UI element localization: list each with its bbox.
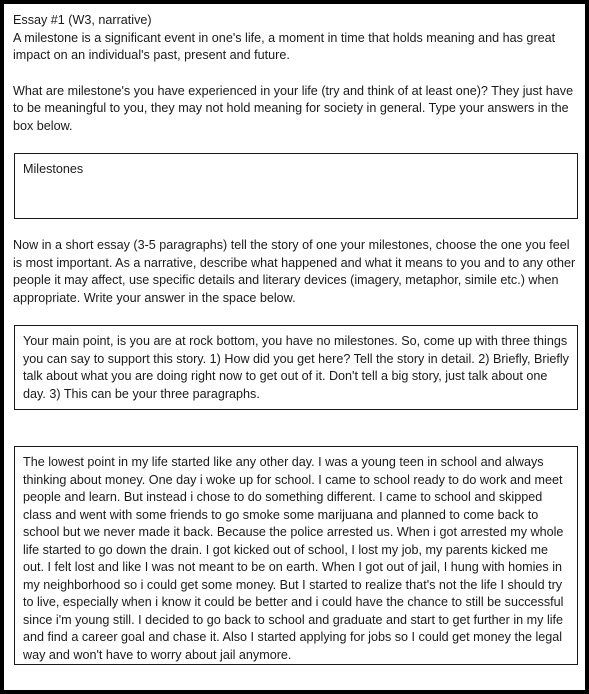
- essay-title: Essay #1 (W3, narrative): [13, 13, 152, 27]
- milestones-question: What are milestone's you have experienced in your life (try and think of at least one)? They just have to be meaningful to you, they may not hold meaning for society in general. Type your answers in the box below.: [13, 83, 574, 133]
- spacer: [13, 428, 581, 446]
- spacer: [13, 135, 581, 153]
- spacer: [13, 307, 581, 325]
- main-point-text: Your main point, is you are at rock bottom, you have no milestones. So, come up with three things you can say to support this story. 1) How did you get here? Tell the story in detail. 2) Briefly, Briefly talk about what you are doing right now to get out of it. Don't tell a big story, just talk about one day. 3) This can be your three paragraphs.: [23, 334, 569, 401]
- spacer: [13, 410, 581, 428]
- essay-answer-box[interactable]: [14, 446, 578, 665]
- essay-document: [13, 12, 581, 665]
- milestone-definition: A milestone is a significant event in one's life, a moment in time that holds meaning and has great impact on an individual's past, present and future.: [13, 30, 556, 62]
- milestones-answer-box[interactable]: [14, 153, 578, 219]
- main-point-box[interactable]: [14, 325, 578, 410]
- spacer: [13, 65, 581, 83]
- milestones-answer-text: Milestones: [23, 162, 84, 176]
- spacer: [13, 219, 581, 237]
- essay-instructions: Now in a short essay (3-5 paragraphs) tell the story of one your milestones, choose the one you feel is most important. As a narrative, describe what happened and what it means to you and to any other people it may affect, use specific details and literary devices (imagery, metaphor, simile etc.) when appropriate. Write your answer in the space below.: [13, 238, 576, 305]
- essay-answer-text: The lowest point in my life started like any other day. I was a young teen in school and always thinking about money. One day i woke up for school. I came to school ready to do work and meet people and learn. But instead i chose to do something different. I came to school and skipped class and went with some friends to go smoke some marijuana and planned to come back to school but we never made it back. Because the police arrested us. When i got arrested my whole life started to go down the drain. I got kicked out of school, I lost my job, my parents kicked me out. I felt lost and like I was not meant to be on earth. When I got out of jail, I hung with homies in my neighborhood so i could get some money. But I started to realize that's not the life I should try to live, especially when i know it could be better and i could have the chance to still be successful since i'm young still. I decided to go back to school and graduate and start to get further in my life and find a career goal and chase it. Also I started applying for jobs so I could get money the legal way and won't have to worry about jail anymore.: [23, 455, 564, 662]
